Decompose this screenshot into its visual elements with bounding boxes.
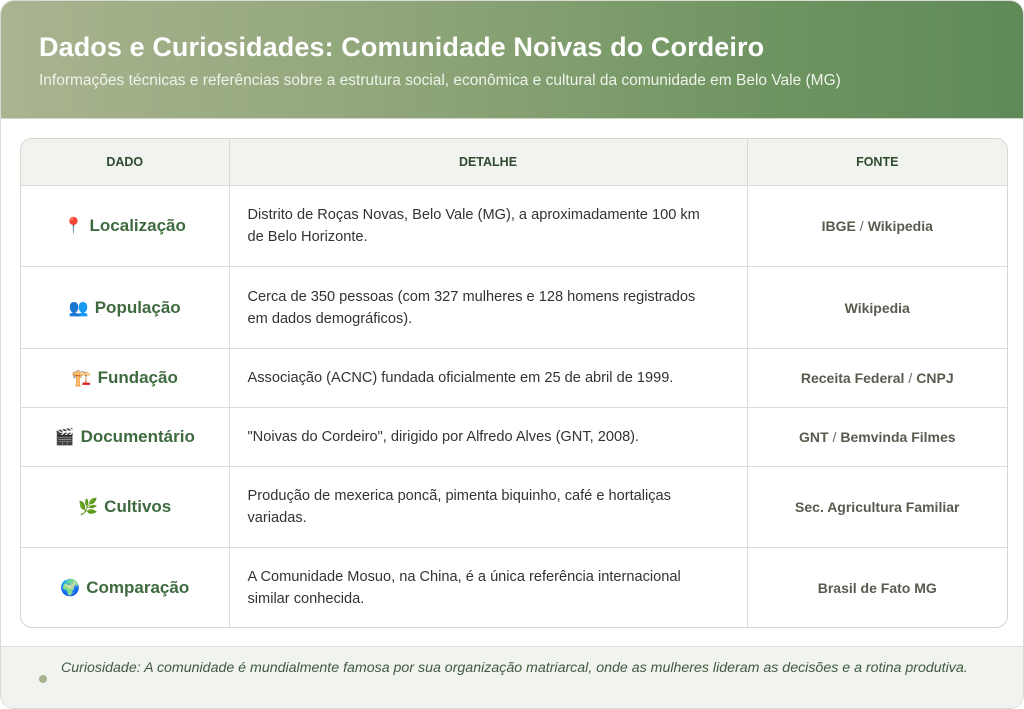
row-label <box>21 267 229 349</box>
pin-icon: 📍 <box>63 218 84 235</box>
row-label-text: Cultivos <box>104 497 172 516</box>
table-header-row <box>21 139 1007 186</box>
header <box>1 1 1023 119</box>
source-name: Receita Federal <box>800 370 905 386</box>
table-row <box>21 186 1007 267</box>
row-label <box>21 186 229 267</box>
page-title: Dados e Curiosidades: Comunidade Noivas do Cordeiro <box>39 32 765 62</box>
globe-icon: 🌍 <box>60 579 81 597</box>
source-name: Wikipedia <box>867 218 933 234</box>
row-label <box>21 349 229 408</box>
row-source <box>747 186 1007 267</box>
row-label-text: Fundação <box>97 368 178 387</box>
row-label <box>21 467 229 548</box>
source-separator: / <box>832 429 837 445</box>
row-detail: A Comunidade Mosuo, na China, é a única referência internacional similar conhecida. <box>229 548 747 628</box>
row-label-text: Localização <box>89 216 186 235</box>
curiosity-note: Curiosidade: A comunidade é mundialmente famosa por sua organização matriarcal, onde as mulheres lideram as decisões e a rotina produtiva. <box>61 660 968 676</box>
column-header-fonte: FONTE <box>747 139 1007 186</box>
row-source <box>747 349 1007 408</box>
source-name: CNPJ <box>916 370 954 386</box>
table-row <box>21 349 1007 408</box>
source-separator: / <box>859 218 864 234</box>
source-separator: / <box>908 370 913 386</box>
data-table <box>20 138 1008 628</box>
row-source <box>747 408 1007 467</box>
source-name: IBGE <box>821 218 856 234</box>
row-label-text: População <box>94 297 181 317</box>
page-subtitle: Informações técnicas e referências sobre a estrutura social, econômica e cultural da comunidade em Belo Vale (MG) <box>39 72 841 89</box>
construction-icon: 🏗️ <box>71 370 92 387</box>
table-row <box>21 408 1007 467</box>
column-header-dado: DADO <box>21 139 229 186</box>
source-name: Bemvinda Filmes <box>840 429 956 445</box>
source-name: GNT <box>798 429 829 445</box>
row-label <box>21 548 229 628</box>
source-name: Wikipedia <box>844 299 910 316</box>
row-label-text: Documentário <box>80 427 195 446</box>
curiosity-footer <box>1 646 1023 709</box>
table-row <box>21 267 1007 349</box>
row-source <box>747 267 1007 349</box>
clapperboard-icon: 🎬 <box>54 429 75 446</box>
row-label-text: Comparação <box>86 577 190 597</box>
row-label <box>21 408 229 467</box>
herb-icon: 🌿 <box>78 499 99 516</box>
source-name: Brasil de Fato MG <box>817 579 937 596</box>
table-row <box>21 548 1007 628</box>
row-source <box>747 467 1007 548</box>
source-name: Sec. Agricultura Familiar <box>795 499 960 515</box>
row-detail: Cerca de 350 pessoas (com 327 mulheres e 128 homens registrados em dados demográficos). <box>229 267 747 349</box>
people-icon: 👥 <box>68 299 89 317</box>
bullet-dot-icon <box>39 675 47 683</box>
column-header-detalhe: DETALHE <box>229 139 747 186</box>
row-detail: Associação (ACNC) fundada oficialmente em 25 de abril de 1999. <box>229 349 747 408</box>
row-source <box>747 548 1007 628</box>
row-detail: "Noivas do Cordeiro", dirigido por Alfredo Alves (GNT, 2008). <box>229 408 747 467</box>
row-detail: Distrito de Roças Novas, Belo Vale (MG), a aproximadamente 100 km de Belo Horizonte. <box>229 186 747 267</box>
table-row <box>21 467 1007 548</box>
row-detail: Produção de mexerica poncã, pimenta biquinho, café e hortaliças variadas. <box>229 467 747 548</box>
